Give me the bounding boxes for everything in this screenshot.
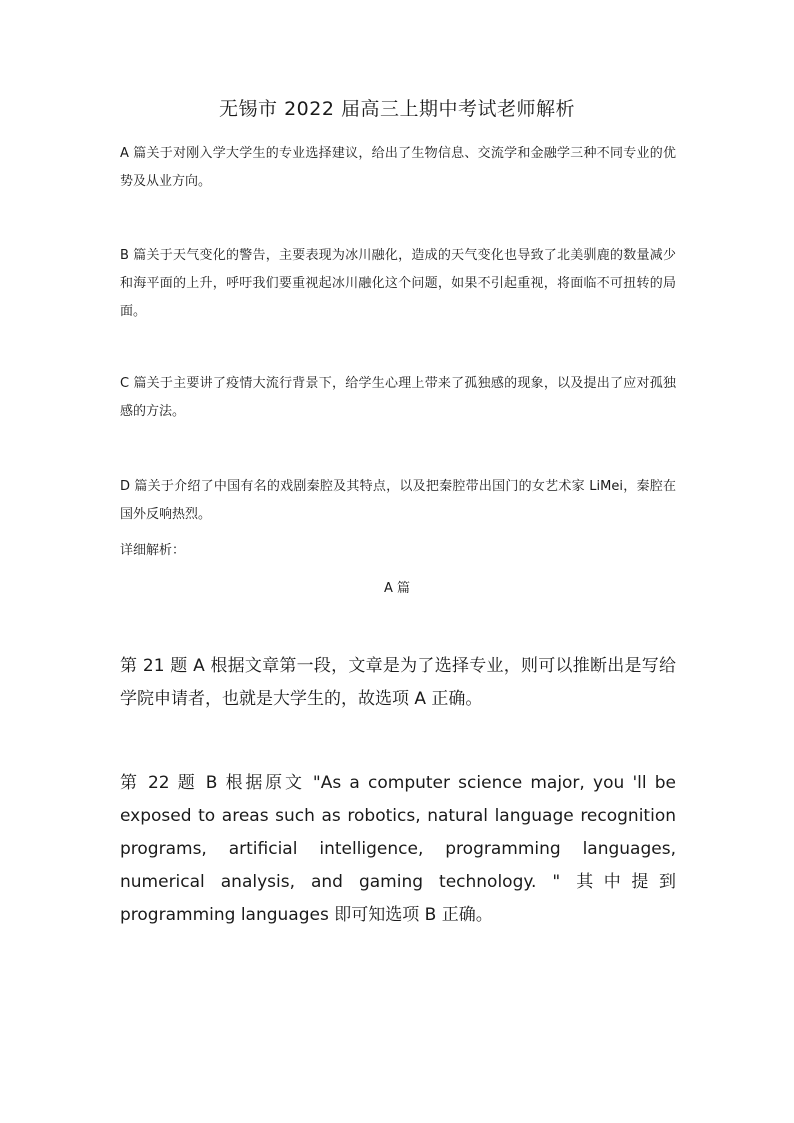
document-title: 无锡市 2022 届高三上期中考试老师解析	[219, 98, 575, 120]
summary-passage-d: D 篇关于介绍了中国有名的戏剧秦腔及其特点，以及把秦腔带出国门的女艺术家 LiMei，秦腔在国外反响热烈。	[120, 479, 676, 522]
summary-passage-c: C 篇关于主要讲了疫情大流行背景下，给学生心理上带来了孤独感的现象，以及提出了应对孤独感的方法。	[120, 376, 676, 419]
summary-passage-b: B 篇关于天气变化的警告，主要表现为冰川融化，造成的天气变化也导致了北美驯鹿的数量减少和海平面的上升，呼吁我们要重视起冰川融化这个问题，如果不引起重视，将面临不可扭转的局面。	[120, 248, 676, 319]
detail-analysis-label: 详细解析：	[120, 543, 186, 558]
summary-passage-a: A 篇关于对刚入学大学生的专业选择建议，给出了生物信息、交流学和金融学三种不同专业的优势及从业方向。	[120, 146, 676, 189]
section-heading-passage-a: A 篇	[383, 581, 411, 596]
question-22-explanation: 第 22 题 B 根据原文 "As a computer science major, you 'll be exposed to areas such as robotics, natural language recognition programs, artificial intelligence, programming languages, numerical analysis, and gaming technology. " 其中提到 programming languages 即可知选项 B 正确。	[120, 773, 676, 925]
question-21-explanation: 第 21 题 A 根据文章第一段，文章是为了选择专业，则可以推断出是写给学院申请者，也就是大学生的，故选项 A 正确。	[120, 656, 676, 709]
